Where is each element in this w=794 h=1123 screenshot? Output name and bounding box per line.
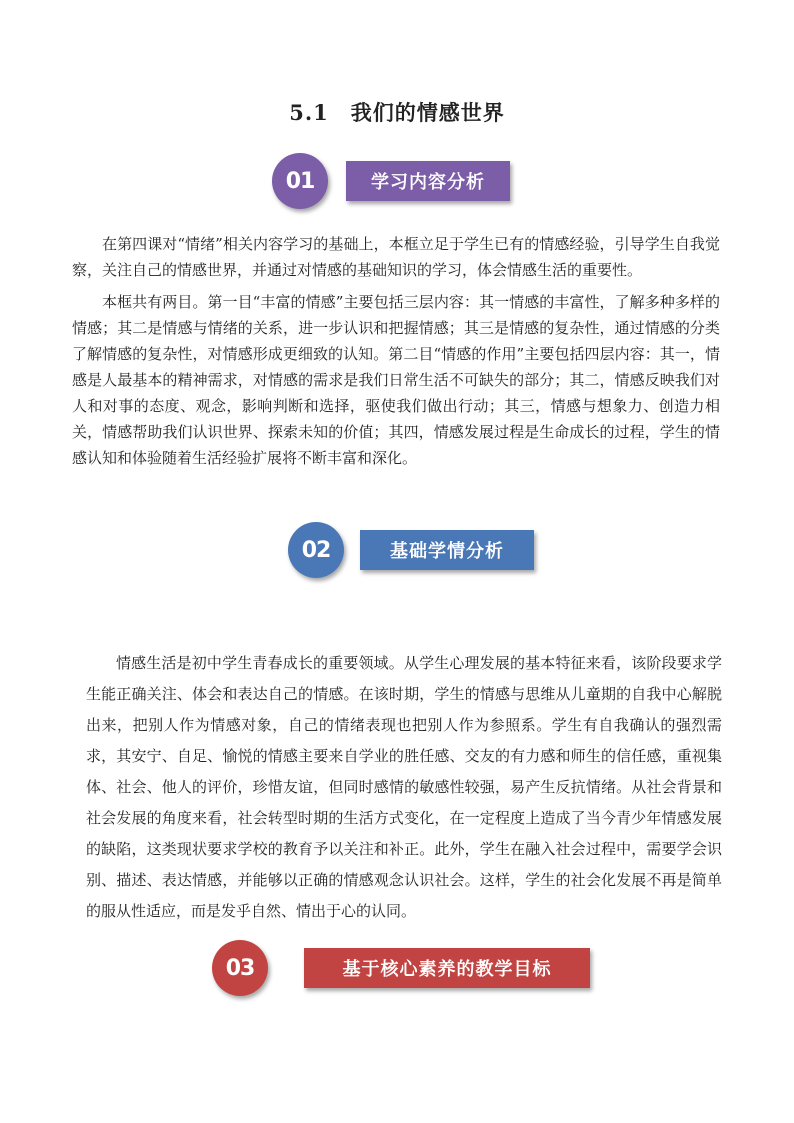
section-title: 学习内容分析 [371,172,485,193]
section-title-bar [360,530,534,570]
page-title: 5.1 我们的情感世界 [289,100,505,125]
paragraph-intro: 在第四课对“情绪”相关内容学习的基础上，本框立足于学生已有的情感经验，引导学生自我觉察，关注自己的情感世界，并通过对情感的基础知识的学习，体会情感生活的重要性。 [72,235,720,279]
section-title-bar [346,161,510,201]
paragraph-student-analysis: 情感生活是初中学生青春成长的重要领域。从学生心理发展的基本特征来看，该阶段要求学生能正确关注、体会和表达自己的情感。在该时期，学生的情感与思维从儿童期的自我中心解脱出来，把别人作为情感对象，自己的情绪表现也把别人作为参照系。学生有自我确认的强烈需求，其安宁、自足、愉悦的情感主要来自学业的胜任感、交友的有力感和师生的信任感，重视集体、社会、他人的评价，珍惜友谊，但同时感情的敏感性较强，易产生反抗情绪。从社会背景和社会发展的角度来看，社会转型时期的生活方式变化，在一定程度上造成了当今青少年情感发展的缺陷，这类现状要求学校的教育予以关注和补正。此外，学生在融入社会过程中，需要学会识别、描述、表达情感，并能够以正确的情感观念认识社会。这样，学生的社会化发展不再是简单的服从性适应，而是发乎自然、情出于心的认同。 [86,654,722,920]
section-number-badge [212,940,268,996]
section-number: 02 [301,537,331,563]
section-title: 基础学情分析 [390,541,504,562]
section-header-03 [212,940,602,1000]
section-title-bar [304,948,590,988]
section-header-02 [288,522,548,582]
section-number: 01 [285,168,315,194]
section-title: 基于核心素养的教学目标 [342,959,552,980]
section-number-badge [272,153,328,209]
paragraph-content: 本框共有两目。第一目“丰富的情感”主要包括三层内容：其一情感的丰富性，了解多种多样的情感；其二是情感与情绪的关系，进一步认识和把握情感；其三是情感的复杂性，通过情感的分类了解情感的复杂性，对情感形成更细致的认知。第二目“情感的作用”主要包括四层内容：其一，情感是人最基本的精神需求，对情感的需求是我们日常生活不可缺失的部分；其二，情感反映我们对人和对事的态度、观念，影响判断和选择，驱使我们做出行动；其三，情感与想象力、创造力相关，情感帮助我们认识世界、探索未知的价值；其四，情感发展过程是生命成长的过程，学生的情感认知和体验随着生活经验扩展将不断丰富和深化。 [72,293,720,467]
section-header-01 [272,153,522,213]
section-number-badge [288,522,344,578]
section-number: 03 [225,955,255,981]
